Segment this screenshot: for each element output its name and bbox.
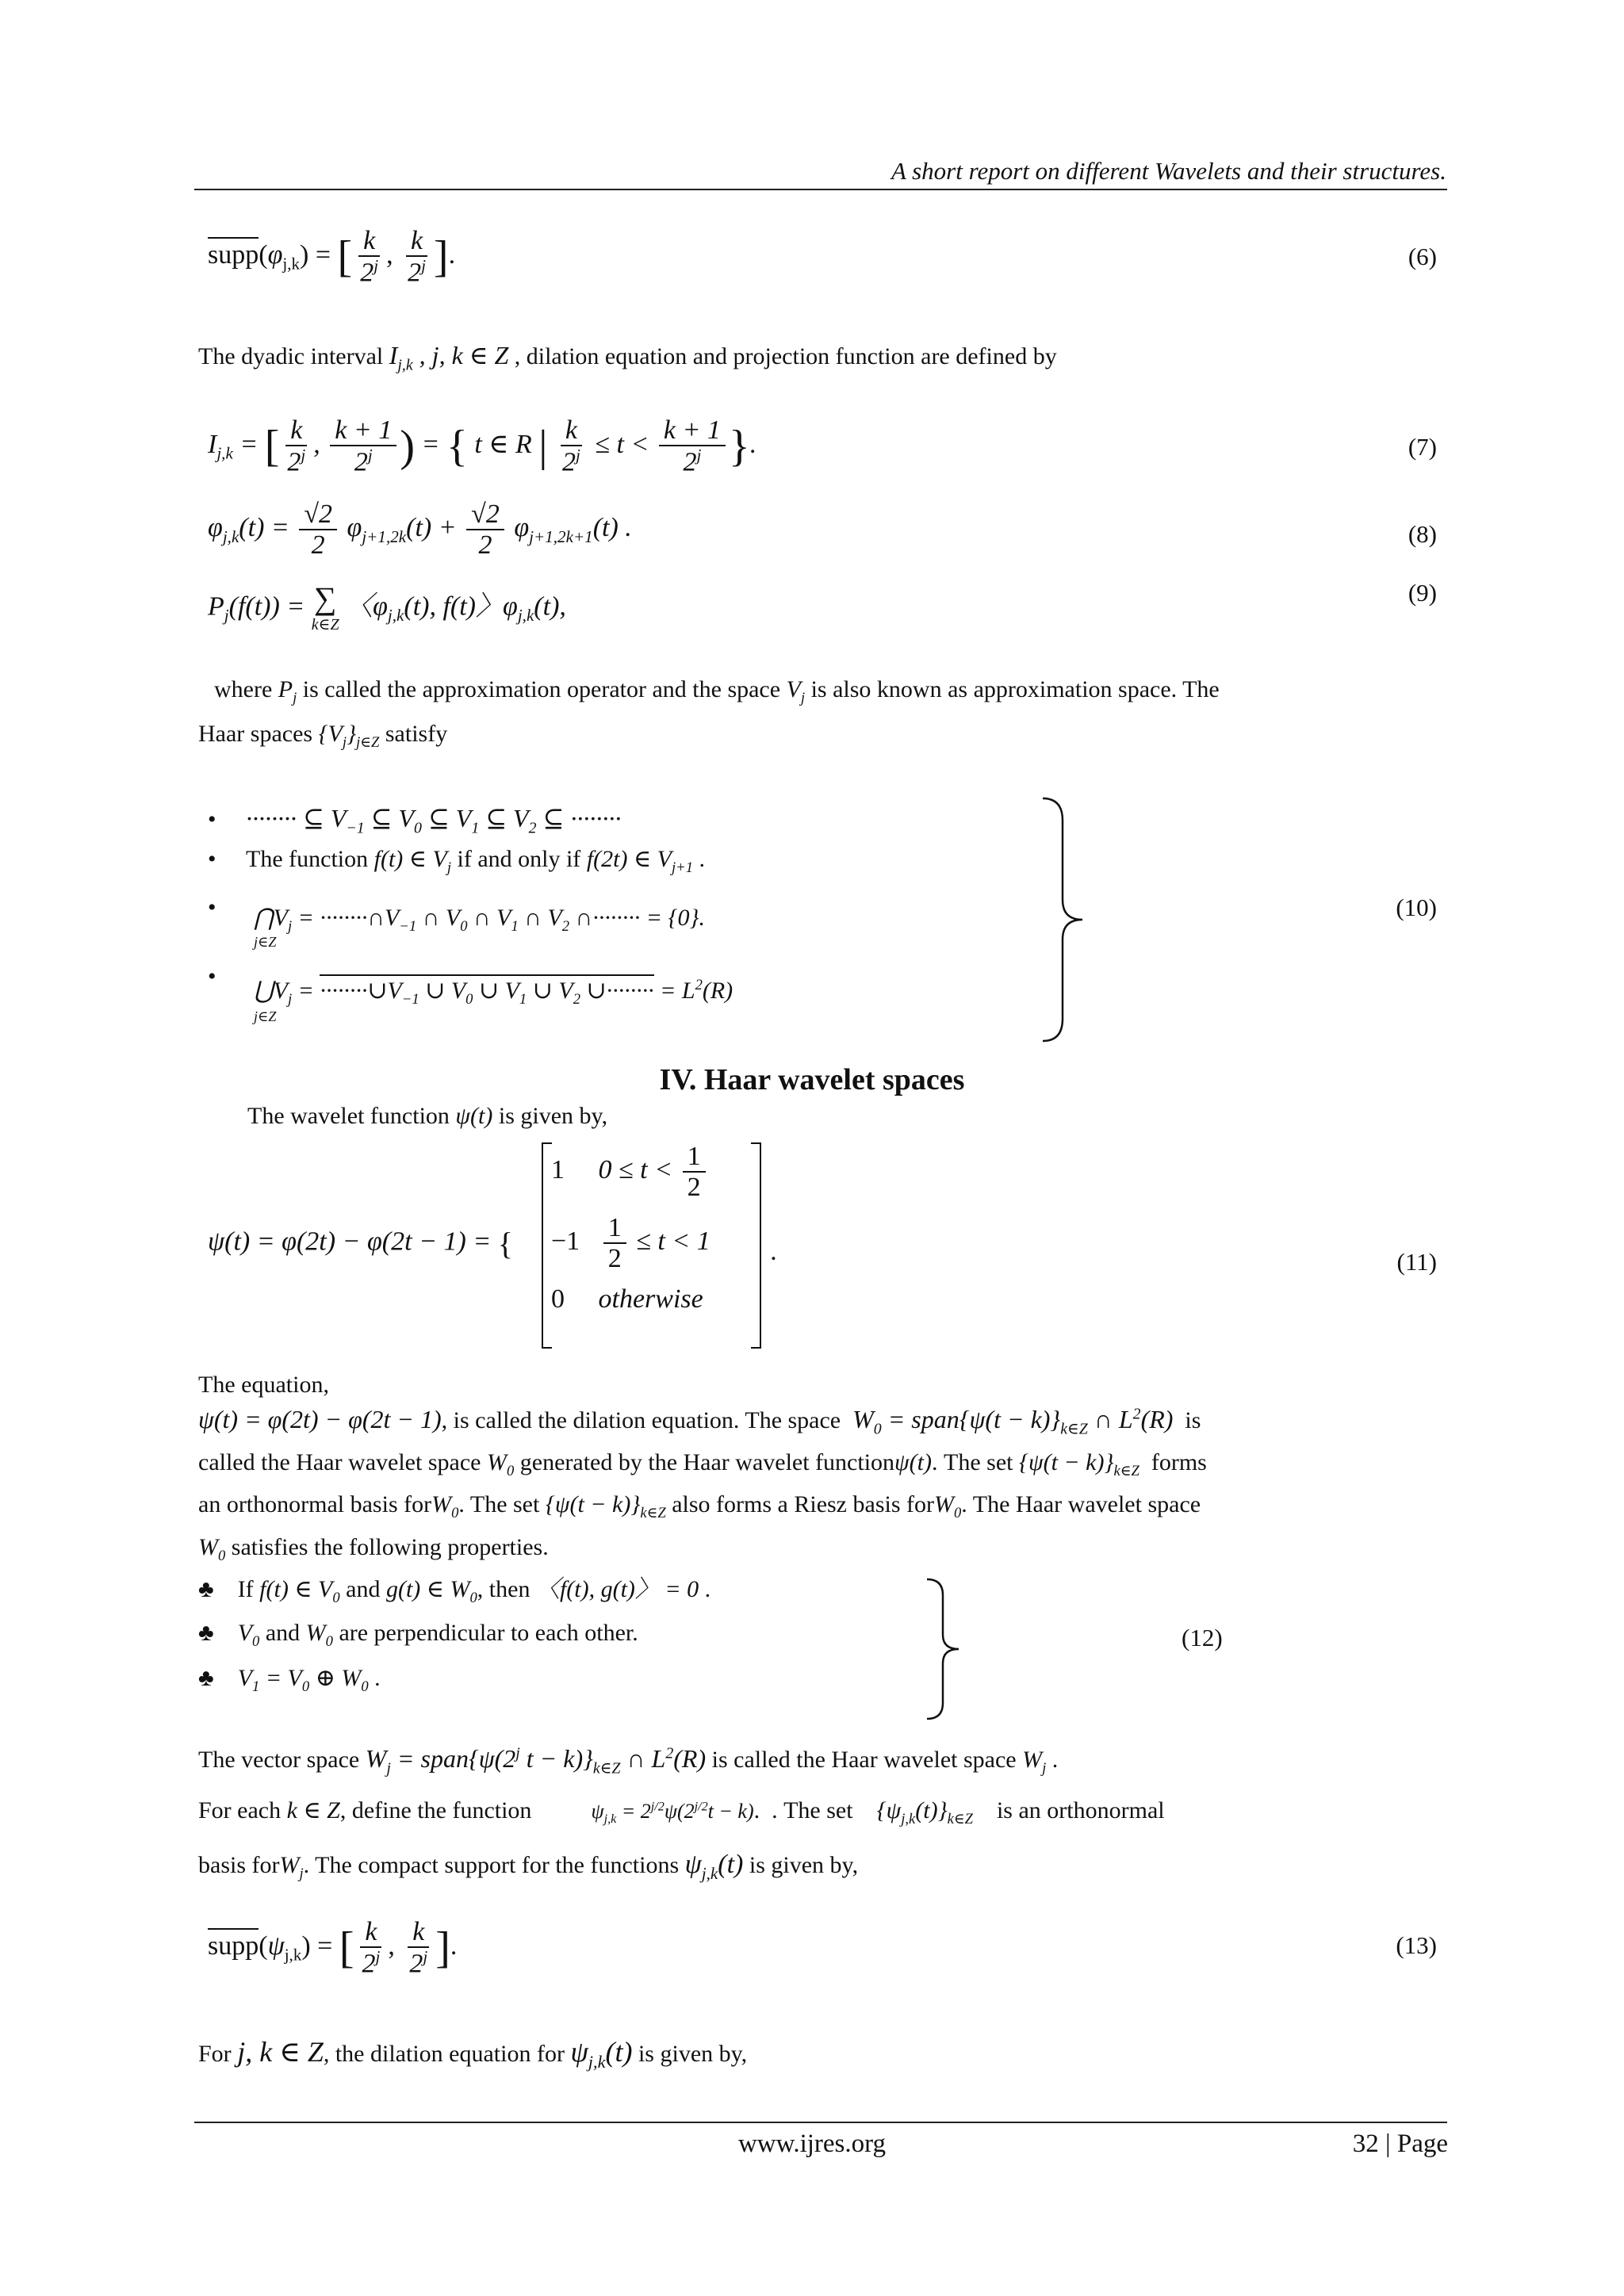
paragraph-line-dilation: ψ(t) = φ(2t) − φ(2t − 1), is called the dilation equation. The space $W_0$ = span{ψ(t − $k)\}_{k\in Z}$ ∩ $L^2(R)$ is <box>198 1405 1201 1438</box>
equation-6: $supp(\varphi_{j,k})$ = [ $\frac{k}{2^j}$ , $\frac{k}{2^j}$ ]. <box>208 226 456 288</box>
paragraph-line-haar-space: called the Haar wavelet space $W_0$ generated by the Haar wavelet functionψ(t). The set $\{\psi(t - k)\}_{k\in Z}$ forms <box>198 1449 1207 1479</box>
bullet-intersection: • <box>208 894 216 920</box>
footer-site[interactable]: www.ijres.org <box>737 2130 887 2158</box>
footer-page-number: 32 | Page <box>1352 2130 1448 2158</box>
paragraph-for-each: For each k ∈ Z, define the function $\psi_{j,k} = 2^{j/2}\psi(2^{j/2}t - k)$. . The set $\{\psi_{j,k}(t)\}_{k\in Z}$ is an orthonormal <box>198 1797 1165 1827</box>
equation-number-10: (10) <box>1396 894 1437 921</box>
paragraph-line-orthonormal: an orthonormal basis forW$_0$. The set $\{\psi(t - k)\}_{k\in Z}$ also forms a Riesz basis forW$_0$. The Haar wavelet space <box>198 1491 1201 1521</box>
running-title: A short report on different Wavelets and their structures. <box>891 157 1446 185</box>
equation-9: $P_j(f(t))$ = ∑ k∈Z 〈$\varphi_{j,k}(t)$, f(t)〉$\varphi_{j,k}(t)$, <box>208 580 566 633</box>
equation-number-6: (6) <box>1408 243 1437 270</box>
bullet-nested-spaces: • ········ ⊆ $V_{-1}$ ⊆ $V_0$ ⊆ $V_1$ ⊆ $V_2$ ⊆ ········ <box>208 804 622 837</box>
where-paragraph-line2: Haar spaces $\{V_j\}_{j\in Z}$ satisfy <box>198 721 448 751</box>
wavelet-function-intro: The wavelet function ψ(t) is given by, <box>247 1103 608 1129</box>
equation-number-9: (9) <box>1408 579 1437 607</box>
equation-number-13: (13) <box>1396 1931 1437 1959</box>
dyadic-paragraph: The dyadic interval $I_{j,k}$ , j, k ∈ Z , dilation equation and projection function are defined by <box>198 341 1057 374</box>
property-direct-sum: ♣ $V_1 = V_0$ ⊕ $W_0$ . <box>198 1665 381 1695</box>
paragraph-vector-space: The vector space $W_j$ = $span\{\psi(2^j$ $t - k)\}_{k\in Z}$ ∩ $L^2(R)$ is called the Haar wavelet space $W_j$ . <box>198 1744 1059 1777</box>
property-inner-product: ♣ If f(t) ∈ $V_0$ and g(t) ∈ $W_0$, then 〈f(t), g(t)〉 = 0 . <box>198 1576 711 1606</box>
right-brace-12 <box>924 1578 963 1720</box>
case-1: 1 0 ≤ t < $\frac{1}{2}$ <box>551 1142 709 1203</box>
right-bracket-11 <box>749 1142 765 1349</box>
equation-number-8: (8) <box>1408 520 1437 548</box>
header-rule <box>194 189 1447 190</box>
equation-11-lhs: ψ(t) = φ(2t) − φ(2t − 1) = { <box>208 1226 513 1261</box>
equation-13: $supp(\psi_{j,k})$ = [ $\frac{k}{2^j}$ , $\frac{k}{2^j}$ ]. <box>208 1917 458 1979</box>
where-paragraph-line1: where $P_j$ is called the approximation operator and the space $V_j$ is also known as approximation space. The <box>214 676 1220 706</box>
equation-11-dot: . <box>771 1237 778 1266</box>
paragraph-dilation-for: For j, k ∈ Z, the dilation equation for $\psi_{j,k}(t)$ is given by, <box>198 2036 748 2072</box>
equation-number-12: (12) <box>1182 1624 1223 1651</box>
equation-7: $I_{j,k}$ = [ $\frac{k}{2^j}$ , $\frac{k + 1}{2^j}$ ) = { t ∈ R | $\frac{k}{2^j}$ ≤ t < $\frac{k + 1}{2^j}$ }. <box>208 415 757 477</box>
bullet-scaling-property: • The function f(t) ∈ $V_j$ if and only if f(2t) ∈ $V_{j+1}$ . <box>208 846 706 876</box>
paragraph-line-satisfies: $W_0$ satisfies the following properties. <box>198 1534 549 1564</box>
union-formula: $⋃V_j$ = $\cdot\cdot\cdot\cdot\cdot\cdot\cdot\cdot\cup V_{-1}$ ∪ $V_0$ ∪ $V_1$ ∪ $V_2$ ∪········ = $L^2(R)$ j∈Z <box>254 977 733 1008</box>
paragraph-basis-for: basis forW$_j$. The compact support for the functions $\psi_{j,k}(t)$ is given by, <box>198 1850 859 1883</box>
bullet-union: • <box>208 963 216 989</box>
right-brace-10 <box>1039 797 1086 1043</box>
the-equation-label: The equation, <box>198 1372 329 1398</box>
intersection-formula: $⋂V_j$ = $\cdot\cdot\cdot\cdot\cdot\cdot\cdot\cdot\cap V_{-1}$ ∩ $V_0$ ∩ $V_1$ ∩ $V_2$ ∩········ = {0}. j∈Z <box>254 905 705 950</box>
equation-number-7: (7) <box>1408 433 1437 461</box>
equation-8: $\varphi_{j,k}(t)$ = $\frac{√2}{2}$ $\varphi_{j+1,2k}(t)$ + $\frac{√2}{2}$ $\varphi_{j+1,2k+1}(t)$ . <box>208 499 632 561</box>
case-2: −1 $\frac{1}{2}$ ≤ t < 1 <box>551 1213 710 1274</box>
case-3: 0 otherwise <box>551 1284 703 1314</box>
equation-number-11: (11) <box>1396 1248 1437 1276</box>
property-perpendicular: ♣ $V_0$ and $W_0$ are perpendicular to each other. <box>198 1620 638 1650</box>
footer-rule <box>194 2122 1447 2123</box>
section-heading: IV. Haar wavelet spaces <box>659 1063 965 1096</box>
